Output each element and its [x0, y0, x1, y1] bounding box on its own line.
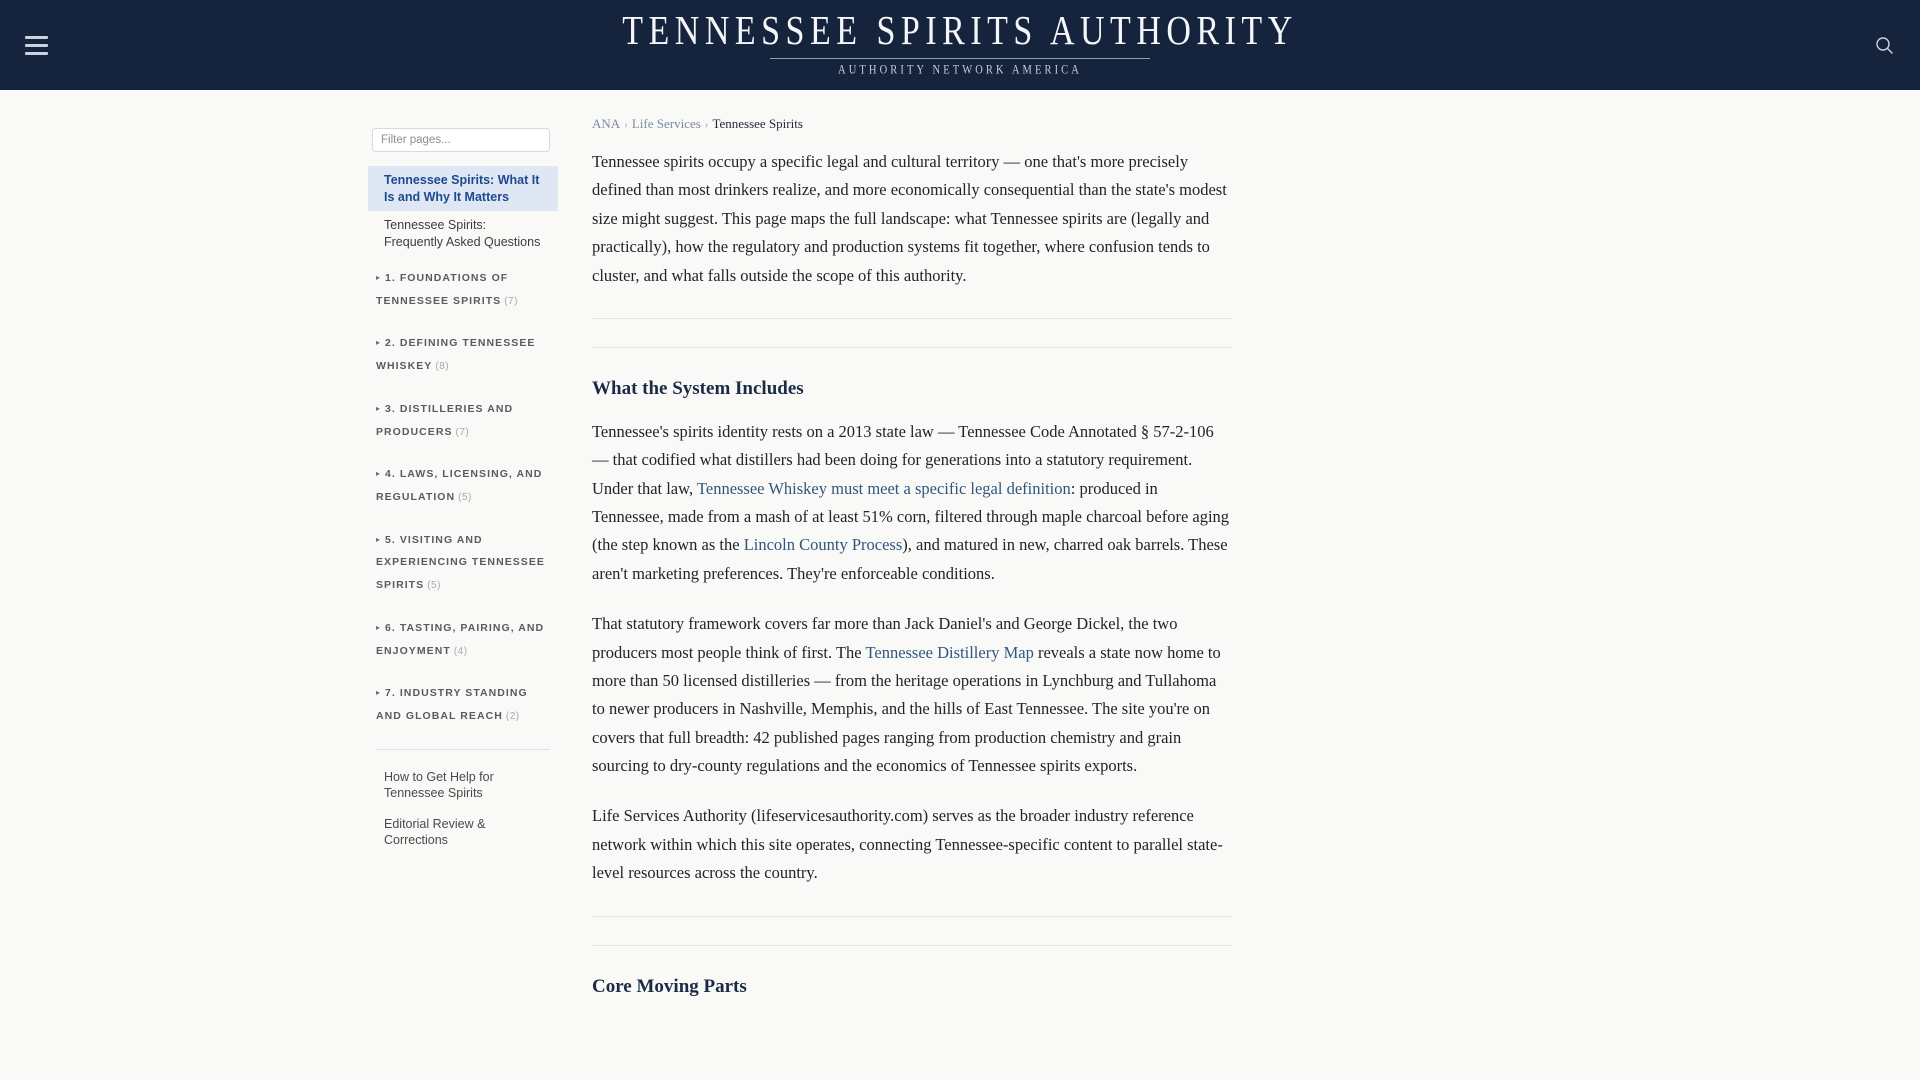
main-content	[592, 116, 1232, 1016]
hamburger-menu-icon[interactable]	[14, 23, 58, 67]
breadcrumb-separator-icon: ›	[704, 119, 709, 131]
hamburger-bar	[25, 44, 48, 47]
system-paragraph-3: Life Services Authority (lifeservicesauthority.com) serves as the broader industry reference network within which this site operates, connecting Tennessee-specific content to parallel state-level resources across the country.	[592, 806, 1223, 883]
sidebar-nav-list	[368, 166, 558, 856]
sidebar-section-label: 6. TASTING, PAIRING, AND ENJOYMENT	[376, 621, 545, 657]
sidebar-section-label: 1. FOUNDATIONS OF TENNESSEE SPIRITS	[376, 272, 509, 307]
filter-pages-input[interactable]	[372, 128, 550, 152]
section-heading-core-moving-parts: Core Moving Parts	[592, 975, 747, 997]
hamburger-bar	[25, 52, 48, 55]
sidebar-section-visiting[interactable]	[368, 518, 558, 606]
sidebar-section-laws-licensing[interactable]	[368, 452, 558, 517]
sidebar-section-count: (5)	[458, 492, 472, 504]
page-navigation-sidebar	[368, 116, 558, 856]
sidebar-item-tennessee-spirits-overview[interactable]	[368, 166, 558, 211]
sidebar-section-count: (7)	[504, 295, 518, 307]
sidebar-item-how-to-get-help[interactable]	[368, 762, 558, 809]
sidebar-section-label: 5. VISITING AND EXPERIENCING TENNESSEE SPIRITS	[376, 533, 545, 592]
brand-divider	[770, 58, 1150, 59]
sidebar-section-label: 4. LAWS, LICENSING, AND REGULATION	[376, 468, 543, 504]
filter-field-wrapper	[368, 128, 558, 152]
sidebar-section-industry-standing[interactable]	[368, 671, 558, 736]
sidebar-item-label: Tennessee Spirits: What It Is and Why It Matters	[384, 173, 540, 204]
content-divider	[592, 916, 1232, 917]
sidebar-section-label: 2. DEFINING TENNESSEE WHISKEY	[376, 337, 536, 373]
sidebar-section-count: (2)	[505, 711, 520, 723]
content-divider	[592, 347, 1232, 348]
text-run: Tennessee's spirits identity rests on a 2013 state law — Tennessee Code Annotated § 57-2-106 — that codified what distillers had been doing for generations into a statutory requirement. Under that law,	[592, 421, 1214, 498]
chevron-right-icon: ▸	[376, 622, 381, 632]
sidebar-section-count: (7)	[455, 426, 470, 438]
sidebar-section-defining-whiskey[interactable]	[368, 321, 558, 386]
system-paragraph-1	[592, 418, 1232, 588]
sidebar-section-count: (5)	[427, 580, 441, 592]
chevron-right-icon: ▸	[376, 338, 381, 348]
page-body	[0, 90, 1920, 1080]
site-brand[interactable]	[622, 8, 1298, 78]
text-run: reveals a state now home to more than 50 licensed distilleries — from the heritage operations in Lynchburg and Tullahoma to newer producers in Nashville, Memphis, and the hills of East Tennessee. The site you're on covers that full breadth: 42 published pages ranging from production chemistry and grain sourcing to dry-county regulations and the economics of Tennessee spirits exports.	[592, 642, 1221, 775]
breadcrumb-current: Tennessee Spirits	[712, 116, 803, 131]
intro-paragraph: Tennessee spirits occupy a specific legal and cultural territory — one that's more precisely defined than most drinkers realize, and more economically consequential than the state's modest size might suggest. This page maps the full landscape: what Tennessee spirits are (legally and practically), how the regulatory and production systems fit together, where confusion tends to cluster, and what falls outside the scope of this authority.	[592, 152, 1227, 285]
link-tennessee-distillery-map[interactable]: Tennessee Distillery Map	[865, 642, 1034, 662]
site-title: TENNESSEE SPIRITS AUTHORITY	[622, 8, 1298, 54]
text-run: ), and matured in new, charred oak barrels. These aren't marketing preferences. They're enforceable conditions.	[592, 535, 1228, 583]
chevron-right-icon: ▸	[376, 403, 381, 413]
sidebar-section-label: 7. INDUSTRY STANDING AND GLOBAL REACH	[376, 687, 528, 723]
link-tennessee-whiskey-legal-definition[interactable]: Tennessee Whiskey must meet a specific legal definition	[696, 478, 1071, 498]
breadcrumb	[592, 116, 1232, 132]
hamburger-bar	[25, 36, 48, 39]
sidebar-item-label: Tennessee Spirits: Frequently Asked Questions	[384, 218, 541, 249]
breadcrumb-link-ana[interactable]: ANA	[592, 116, 621, 131]
chevron-right-icon: ▸	[376, 688, 381, 698]
text-run: : produced in Tennessee, made from a mash of at least 51% corn, filtered through maple charcoal before aging (the step known as the	[592, 478, 1230, 555]
sidebar-divider	[376, 749, 550, 750]
content-divider	[592, 945, 1232, 946]
section-heading-what-the-system-includes: What the System Includes	[592, 377, 804, 399]
sidebar-item-editorial-review[interactable]	[368, 809, 558, 856]
link-lincoln-county-process[interactable]: Lincoln County Process	[743, 535, 903, 555]
sidebar-section-label: 3. DISTILLERIES AND PRODUCERS	[376, 402, 514, 438]
sidebar-section-count: (8)	[435, 361, 450, 373]
sidebar-item-label: Editorial Review & Corrections	[384, 816, 486, 848]
text-run: That statutory framework covers far more than Jack Daniel's and George Dickel, the two producers most people think of first. The	[592, 614, 1178, 662]
site-masthead	[0, 0, 1920, 90]
sidebar-section-distilleries[interactable]	[368, 387, 558, 452]
sidebar-section-tasting[interactable]	[368, 606, 558, 671]
site-subtitle: AUTHORITY NETWORK AMERICA	[838, 64, 1082, 78]
content-divider	[592, 318, 1232, 319]
search-icon[interactable]	[1864, 25, 1904, 65]
breadcrumb-link-life-services[interactable]: Life Services	[631, 116, 701, 131]
chevron-right-icon: ▸	[376, 469, 381, 479]
sidebar-section-count: (4)	[453, 645, 468, 657]
sidebar-item-label: How to Get Help for Tennessee Spirits	[384, 769, 494, 801]
chevron-right-icon: ▸	[376, 273, 381, 282]
sidebar-item-tennessee-spirits-faq[interactable]	[368, 211, 558, 256]
chevron-right-icon: ▸	[376, 534, 381, 544]
breadcrumb-separator-icon: ›	[624, 119, 628, 131]
system-paragraph-2	[592, 610, 1232, 780]
sidebar-section-foundations[interactable]	[368, 256, 558, 321]
